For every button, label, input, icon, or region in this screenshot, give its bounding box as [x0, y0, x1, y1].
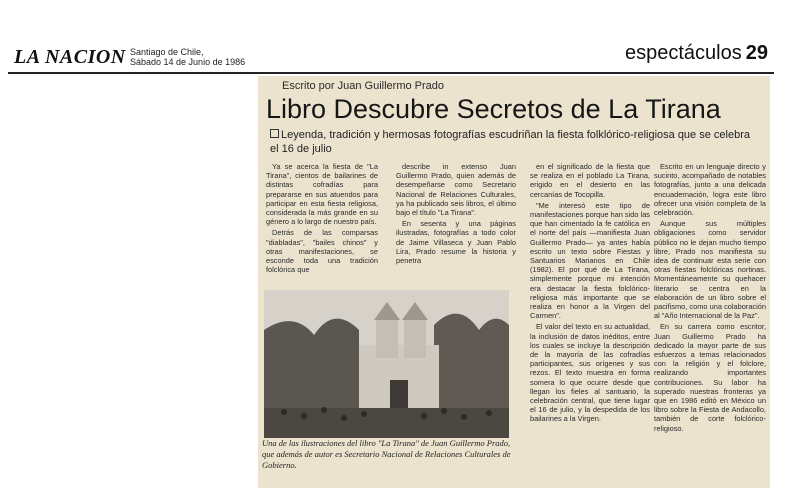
masthead-rule	[8, 72, 774, 74]
church-photo	[264, 290, 509, 438]
paragraph: describe in extenso Juan Guillermo Prado, quien además de desempeñarse como Secretario Nacional de Relaciones Culturales, ya ha publicado seis libros, el último bajo el título "La Tirana".	[396, 162, 516, 218]
deck-text: Leyenda, tradición y hermosas fotografías escudriñan la fiesta folklórico-religiosa que se celebra el 16 de julio	[270, 129, 750, 155]
paragraph: "Me interesó este tipo de manifestaciones porque han sido las que han cimentado la fe católica en el norte del país —manifiesta Juan Guillermo Prado— ya antes había escrito un texto sobre Fiestas y Santuarios Marianos en Chile (1982). El por qué de La Tirana, simplemente porque mi intención era destacar la fiesta folclórico-religiosa más importante que se realiza en honor a la Virgen del Carmen".	[530, 200, 650, 321]
headline: Libro Descubre Secretos de La Tirana	[266, 94, 721, 124]
date-line-2: Sábado 14 de Junio de 1986	[130, 57, 246, 67]
paragraph: Aunque sus múltiples obligaciones como servidor público no le dejan mucho tiempo libre, Prado nos manifiesta su idea de continuar esta serie con otras fiestas folclóricas nortinas. Momentáneamente su quehacer literario se centra en la elaboración de un libro sobre el pacifismo, como una colaboración al "Año Internacional de la Paz".	[654, 219, 766, 321]
section-header	[625, 42, 768, 65]
newspaper-name: LA NACION	[14, 46, 126, 68]
page-number: 29	[745, 42, 768, 64]
date-line-1: Santiago de Chile,	[130, 47, 204, 57]
section-name: espectáculos	[625, 42, 742, 64]
paragraph: en el significado de la fiesta que se realiza en el poblado La Tirana, erigido en el desierto en las cercanías de Tocopilla.	[530, 162, 650, 199]
column-4	[654, 162, 766, 435]
paragraph: El valor del texto en su actualidad, la inclusión de datos inéditos, entre los cuales se incluye la descripción de la mayoría de las cofradías participantes, sus orígenes y sus rezos. El texto muestra en forma somera lo que ocurre desde que llegan los fieles al santuario, la celebración central, que tiene lugar el 16 de julio, y la despedida de los bailarines a la Virgen.	[530, 322, 650, 424]
paragraph: Detrás de las comparsas "diabladas", "bailes chinos" y otras manifestaciones, se esconde toda una tradición folclórica que	[266, 228, 378, 275]
paragraph: Escrito en un lenguaje directo y sucinto, acompañado de notables fotografías, junto a una delicada encuadernación, logra este libro ofrecer una visión completa de la celebración.	[654, 162, 766, 218]
church-illustration	[264, 290, 509, 438]
column-3	[530, 162, 650, 426]
paragraph: Ya se acerca la fiesta de "La Tirana", cientos de bailarines de distintas cofradías para prepararse en sus atuendos para participar en esta fiesta religiosa, considerada la más grande en su género a lo largo de nuestro país.	[266, 162, 378, 227]
paragraph: En su carrera como escritor, Juan Guillermo Prado ha dedicado la mayor parte de sus esfuerzos a temas relacionados con la religión y el folclore, realizando importantes contribuciones. Su labor ha superado nuestras fronteras ya que en 1986 editó en México un libro sobre la Fiesta de Andacollo, también de corte folclórico-religioso.	[654, 322, 766, 433]
masthead-blank-area	[286, 40, 594, 68]
issue-date	[130, 47, 245, 67]
column-2	[396, 162, 516, 267]
deck	[270, 128, 760, 156]
article-clipping	[258, 76, 770, 488]
photo-caption: Una de las ilustraciones del libro "La Tirana" de Juan Guillermo Prado, que además de autor es Secretario Nacional de Relaciones Culturales de Gobierno.	[262, 438, 511, 470]
byline: Escrito por Juan Guillermo Prado	[282, 80, 445, 92]
bullet-box-icon	[270, 129, 279, 138]
column-1	[266, 162, 378, 276]
paragraph: En sesenta y una páginas ilustradas, fotografías a todo color de Jaime Villaseca y Juan Pablo Lira, Prado resume la historia y penetra	[396, 219, 516, 266]
